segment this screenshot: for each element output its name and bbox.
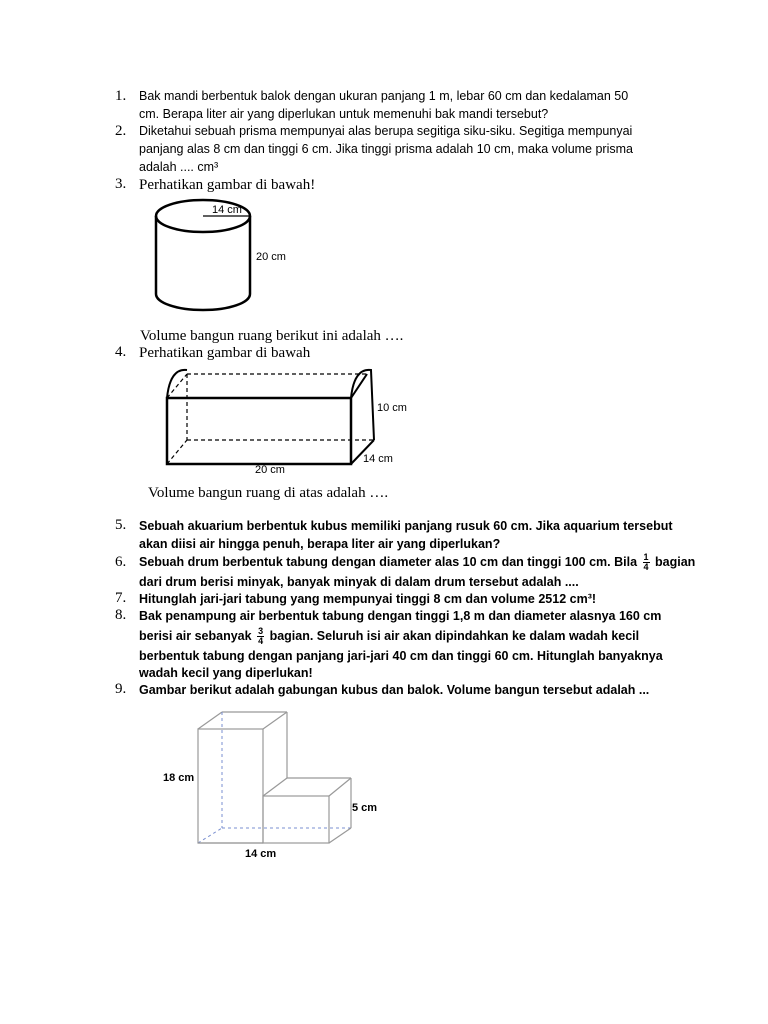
question-text-line bbox=[139, 627, 639, 646]
question-text: Sebuah drum berbentuk tabung dengan diameter alas 10 cm dan tinggi 100 cm. Bila bbox=[139, 555, 638, 569]
question-text: Volume bangun ruang berikut ini adalah …. bbox=[140, 328, 404, 344]
fraction bbox=[643, 553, 650, 572]
question-text-line: panjang alas 8 cm dan tinggi 6 cm. Jika tinggi prisma adalah 10 cm, maka volume prisma bbox=[139, 142, 633, 156]
question-prompt: Perhatikan gambar di bawah! bbox=[139, 177, 316, 193]
width-label: 14 cm bbox=[245, 848, 277, 860]
question-text-line: Bak mandi berbentuk balok dengan ukuran panjang 1 m, lebar 60 cm dan kedalaman 50 bbox=[139, 89, 629, 103]
question-number: 4. bbox=[115, 344, 127, 360]
question-text-line: dari drum berisi minyak, banyak minyak di dalam drum tersebut adalah .... bbox=[139, 575, 579, 589]
question-number: 6. bbox=[115, 554, 127, 570]
question-text-line: adalah .... cm³ bbox=[139, 160, 219, 174]
question-text-line: berbentuk tabung dengan panjang jari-jari 40 cm dan tinggi 60 cm. Hitunglah banyaknya bbox=[139, 649, 663, 663]
question-text-line: Gambar berikut adalah gabungan kubus dan balok. Volume bangun tersebut adalah ... bbox=[139, 683, 650, 697]
question-text-line bbox=[139, 553, 695, 572]
question-text: Volume bangun ruang di atas adalah …. bbox=[148, 485, 389, 501]
question-text: bagian bbox=[655, 555, 696, 569]
question-number: 3. bbox=[115, 176, 127, 192]
question-prompt: Perhatikan gambar di bawah bbox=[139, 345, 311, 361]
question-text: berisi air sebanyak bbox=[139, 629, 252, 643]
question-text-line: Bak penampung air berbentuk tabung dengan tinggi 1,8 m dan diameter alasnya 160 cm bbox=[139, 609, 662, 623]
question-text-line: Hitunglah jari-jari tabung yang mempunyai tinggi 8 cm dan volume 2512 cm³! bbox=[139, 592, 597, 606]
fraction-denominator: 4 bbox=[643, 562, 649, 573]
radius-label: 14 cm bbox=[212, 204, 242, 216]
cylinder-figure bbox=[150, 196, 350, 316]
question-number: 2. bbox=[115, 123, 127, 139]
composite-solid-figure bbox=[195, 712, 395, 852]
question-number: 1. bbox=[115, 88, 127, 104]
question-text-line: cm. Berapa liter air yang diperlukan untuk memenuhi bak mandi tersebut? bbox=[139, 107, 549, 121]
fraction-denominator: 4 bbox=[258, 636, 264, 647]
height-label: 10 cm bbox=[377, 402, 407, 414]
fraction-numerator: 1 bbox=[643, 552, 649, 563]
question-number: 9. bbox=[115, 681, 127, 697]
question-text-line: Diketahui sebuah prisma mempunyai alas berupa segitiga siku-siku. Segitiga mempunyai bbox=[139, 124, 633, 138]
height-label: 18 cm bbox=[163, 772, 195, 784]
question-text-line: Sebuah akuarium berbentuk kubus memiliki panjang rusuk 60 cm. Jika aquarium tersebut bbox=[139, 519, 673, 533]
height-label: 20 cm bbox=[256, 251, 286, 263]
length-label: 20 cm bbox=[255, 464, 285, 476]
fraction bbox=[257, 627, 264, 646]
question-number: 7. bbox=[115, 590, 127, 606]
cube-label: 5 cm bbox=[352, 802, 378, 814]
question-number: 8. bbox=[115, 607, 127, 623]
width-label: 14 cm bbox=[363, 453, 393, 465]
question-text: bagian. Seluruh isi air akan dipindahkan ke dalam wadah kecil bbox=[269, 629, 640, 643]
fraction-numerator: 3 bbox=[258, 626, 264, 637]
question-text-line: wadah kecil yang diperlukan! bbox=[139, 666, 313, 680]
question-number: 5. bbox=[115, 517, 127, 533]
question-text-line: akan diisi air hingga penuh, berapa liter air yang diperlukan? bbox=[139, 537, 501, 551]
